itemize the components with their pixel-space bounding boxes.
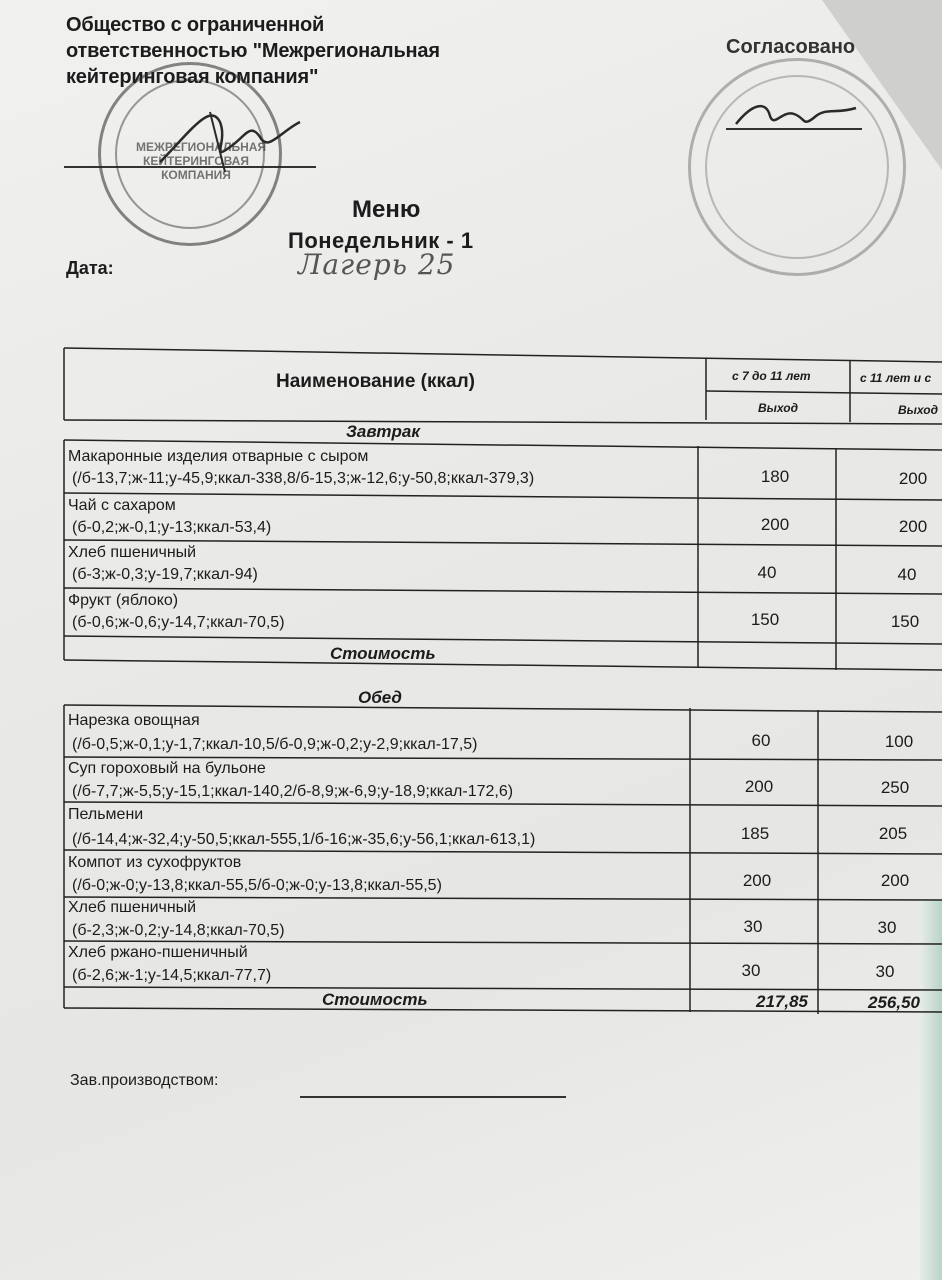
breakfast-item-1-output-2: 200 (898, 469, 928, 488)
lunch-item-1-details: (/б-0,5;ж-0,1;у-1,7;ккал-10,5/б-0,9;ж-0,2;у-2,9;ккал-17,5) (72, 736, 478, 753)
breakfast-item-2-output-2: 200 (898, 517, 928, 536)
lunch-item-6-details: (б-2,6;ж-1;у-14,5;ккал-77,7) (72, 967, 272, 984)
breakfast-item-4-output-2: 150 (890, 612, 920, 631)
page-subtitle: Понедельник - 1 (288, 228, 474, 253)
lunch-cost-1: 217,85 (756, 992, 808, 1011)
page-title: Меню (352, 196, 421, 223)
lunch-item-3-details: (/б-14,4;ж-32,4;у-50,5;ккал-555,1/б-16;ж-35,6;у-56,1;ккал-613,1) (72, 831, 536, 848)
breakfast-item-3-output-2: 40 (897, 565, 917, 584)
lunch-item-4-name: Компот из сухофруктов (68, 854, 242, 871)
lunch-section-title: Обед (358, 688, 402, 707)
breakfast-section-title: Завтрак (346, 422, 420, 441)
production-manager-label: Зав.производством: (70, 1072, 219, 1089)
lunch-cost-2: 256,50 (868, 993, 920, 1012)
organization-line-1: Общество с ограниченной (66, 14, 325, 36)
lunch-cost-label: Стоимость (322, 990, 428, 1009)
lunch-item-6-name: Хлеб ржано-пшеничный (68, 944, 248, 961)
lunch-item-4-details: (/б-0;ж-0;у-13,8;ккал-55,5/б-0;ж-0;у-13,8;ккал-55,5) (72, 877, 442, 894)
lunch-item-5-details: (б-2,3;ж-0,2;у-14,8;ккал-70,5) (72, 922, 285, 939)
lunch-item-1-output-2: 100 (884, 732, 914, 751)
lunch-item-1-output-1: 60 (751, 731, 771, 750)
lunch-item-2-details: (/б-7,7;ж-5,5;у-15,1;ккал-140,2/б-8,9;ж-6,9;у-18,9;ккал-172,6) (72, 783, 514, 800)
lunch-item-2-name: Суп гороховый на бульоне (68, 760, 266, 777)
lunch-item-3-output-2: 205 (878, 824, 908, 843)
age-group-2-header: с 11 лет и с (860, 371, 932, 385)
breakfast-cost-label: Стоимость (330, 644, 436, 663)
breakfast-item-2-name: Чай с сахаром (68, 497, 176, 514)
production-manager-signature-line (300, 1096, 566, 1098)
lunch-item-1-name: Нарезка овощная (68, 712, 200, 729)
output-header-1: Выход (758, 401, 799, 415)
lunch-item-5-output-2: 30 (877, 918, 897, 937)
lunch-item-4-output-1: 200 (742, 871, 772, 890)
lunch-item-5-output-1: 30 (743, 917, 763, 936)
lunch-item-3-name: Пельмени (68, 806, 144, 823)
name-column-header: Наименование (ккал) (276, 371, 475, 392)
breakfast-item-3-name: Хлеб пшеничный (68, 544, 197, 561)
organization-line-3: кейтеринговая компания" (66, 66, 319, 88)
breakfast-item-3-details: (б-3;ж-0,3;у-19,7;ккал-94) (72, 566, 258, 583)
lunch-item-4-output-2: 200 (880, 871, 910, 890)
breakfast-item-4-output-1: 150 (750, 610, 780, 629)
lunch-item-6-output-2: 30 (875, 962, 895, 981)
stamp-left-line-3: КОМПАНИЯ (161, 168, 231, 182)
lunch-item-2-output-1: 200 (744, 777, 774, 796)
date-label: Дата: (66, 258, 114, 278)
breakfast-item-1-details: (/б-13,7;ж-11;у-45,9;ккал-338,8/б-15,3;ж-12,6;у-50,8;ккал-379,3) (72, 470, 535, 487)
breakfast-item-3-output-1: 40 (757, 563, 777, 582)
lunch-item-2-output-2: 250 (880, 778, 910, 797)
lunch-item-5-name: Хлеб пшеничный (68, 899, 197, 916)
breakfast-item-4-details: (б-0,6;ж-0,6;у-14,7;ккал-70,5) (72, 614, 285, 631)
breakfast-item-4-name: Фрукт (яблоко) (68, 592, 179, 609)
output-header-2: Выход (898, 403, 939, 417)
age-group-1-header: с 7 до 11 лет (732, 369, 811, 383)
organization-line-2: ответственностью "Межрегиональная (66, 40, 440, 62)
breakfast-item-1-output-1: 180 (760, 467, 790, 486)
stamp-left-line-1: МЕЖРЕГИОНАЛЬНАЯ (136, 140, 267, 154)
breakfast-item-2-output-1: 200 (760, 515, 790, 534)
stamp-left-line-2: КЕЙТЕРИНГОВАЯ (143, 154, 249, 168)
breakfast-item-1-name: Макаронные изделия отварные с сыром (68, 448, 369, 465)
agreed-label: Согласовано (726, 36, 856, 58)
lunch-item-3-output-1: 185 (740, 824, 770, 843)
breakfast-item-2-details: (б-0,2;ж-0,1;у-13;ккал-53,4) (72, 519, 272, 536)
lunch-item-6-output-1: 30 (741, 961, 761, 980)
date-handwritten: Лагерь 25 (298, 248, 456, 281)
